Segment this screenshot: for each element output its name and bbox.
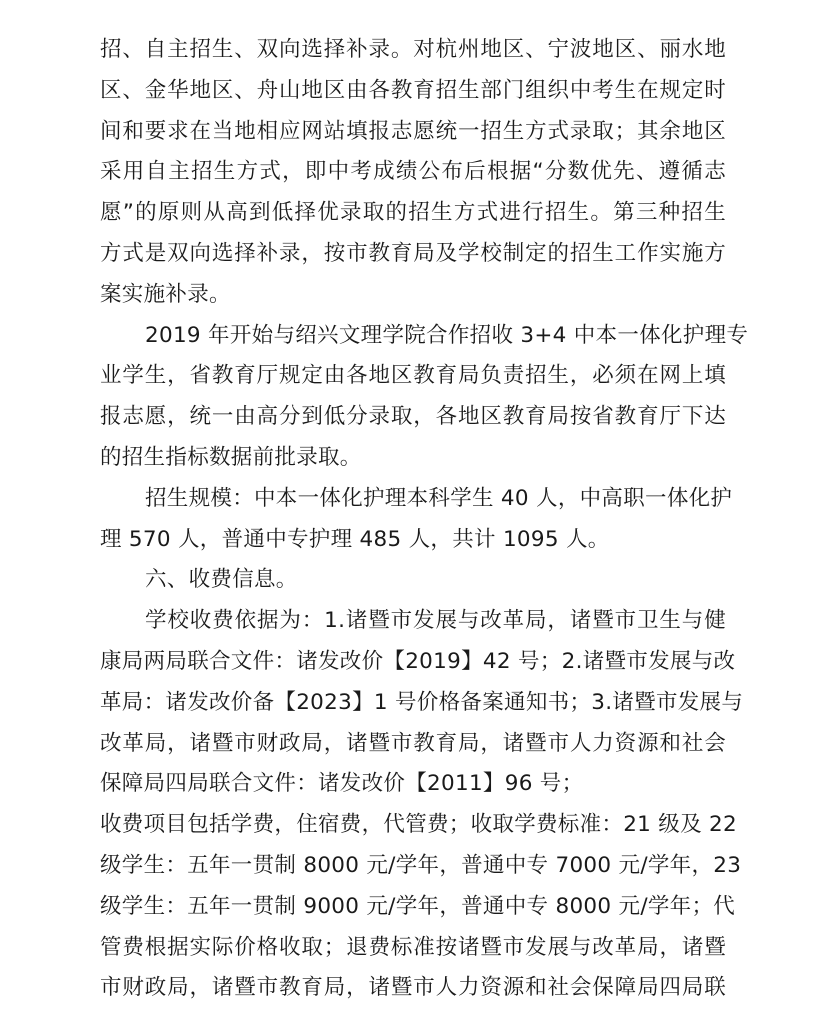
section-heading: 六、收费信息。 <box>145 567 298 593</box>
text-line: 管费根据实际价格收取；退费标准按诸暨市发展与改革局，诸暨 <box>100 934 726 960</box>
text-line: 业学生，省教育厅规定由各地区教育局负责招生，必须在网上填 <box>100 363 726 389</box>
paragraph-fee-items <box>100 805 742 1009</box>
text-line: 报志愿，统一由高分到低分录取，各地区教育局按省教育厅下达 <box>100 404 726 430</box>
paragraph-nursing-3plus4 <box>100 316 749 479</box>
paragraph-fee-basis <box>100 601 744 805</box>
text-line: 收费项目包括学费，住宿费，代管费；收取学费标准：21 级及 22 <box>100 812 737 838</box>
document-page <box>100 30 749 1009</box>
text-line: 方式是双向选择补录，按市教育局及学校制定的招生工作实施方 <box>100 240 726 266</box>
paragraph-enrollment-scale <box>100 479 733 561</box>
text-line: 市财政局，诸暨市教育局，诸暨市人力资源和社会保障局四局联 <box>100 975 726 1001</box>
text-line: 招、自主招生、双向选择补录。对杭州地区、宁波地区、丽水地 <box>100 37 726 62</box>
text-line: 采用自主招生方式，即中考成绩公布后根据“分数优先、遵循志 <box>100 159 726 185</box>
text-line: 学校收费依据为：1.诸暨市发展与改革局，诸暨市卫生与健 <box>145 608 726 634</box>
text-line: 间和要求在当地相应网站填报志愿统一招生方式录取；其余地区 <box>100 118 726 144</box>
text-line: 康局两局联合文件：诸发改价【2019】42 号；2.诸暨市发展与改 <box>100 648 736 674</box>
text-line: 2019 年开始与绍兴文理学院合作招收 3+4 中本一体化护理专 <box>145 322 749 348</box>
text-line: 的招生指标数据前批录取。 <box>100 444 362 470</box>
section-heading-fee-info <box>100 560 726 601</box>
text-line: 级学生：五年一贯制 9000 元/学年，普通中专 8000 元/学年；代 <box>100 893 736 919</box>
text-line: 保障局四局联合文件：诸发改价【2011】96 号； <box>100 771 584 797</box>
text-line: 区、金华地区、舟山地区由各教育招生部门组织中考生在规定时 <box>100 77 726 103</box>
paragraph-recruitment-methods <box>100 30 726 316</box>
text-line: 案实施补录。 <box>100 281 231 307</box>
text-line: 招生规模：中本一体化护理本科学生 40 人，中高职一体化护 <box>145 485 733 511</box>
text-line: 愿”的原则从高到低择优录取的招生方式进行招生。第三种招生 <box>100 200 726 226</box>
text-line: 改革局，诸暨市财政局，诸暨市教育局，诸暨市人力资源和社会 <box>100 730 726 756</box>
text-line: 理 570 人，普通中专护理 485 人，共计 1095 人。 <box>100 526 610 552</box>
text-line: 级学生：五年一贯制 8000 元/学年，普通中专 7000 元/学年，23 <box>100 852 742 878</box>
text-line: 革局：诸发改价备【2023】1 号价格备案通知书；3.诸暨市发展与 <box>100 689 744 715</box>
